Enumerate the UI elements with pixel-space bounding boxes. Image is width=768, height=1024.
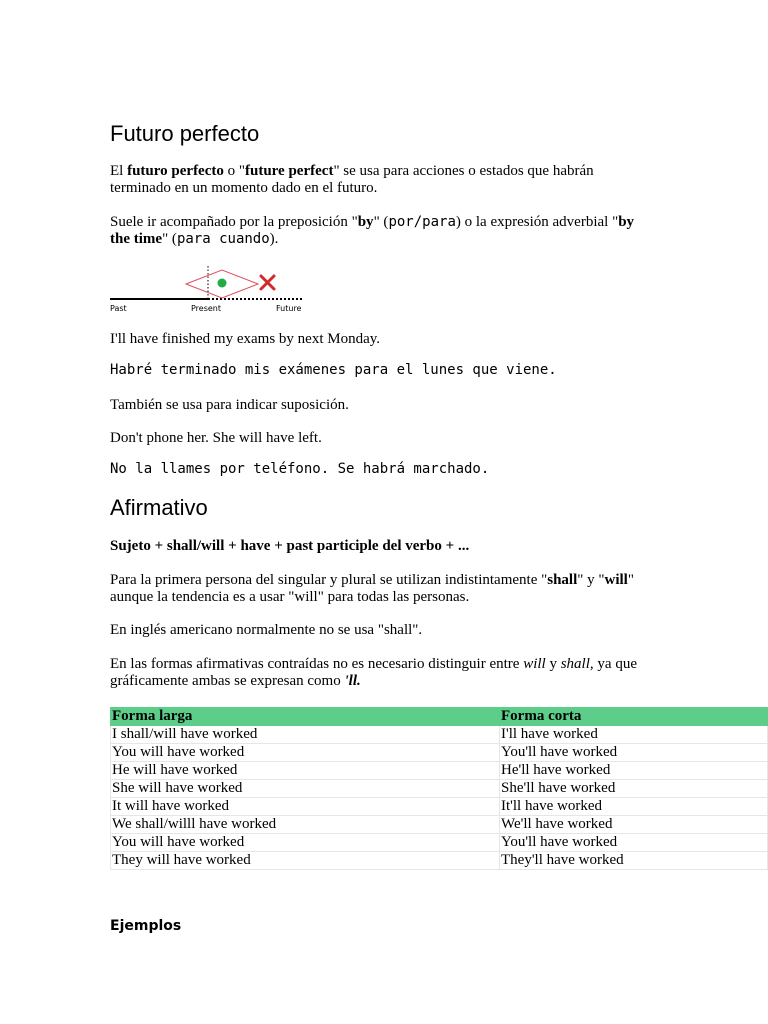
suele-mono-1: por/para xyxy=(388,214,456,230)
afirmativo-paragraph-2: En inglés americano normalmente no se usa "shall". xyxy=(110,622,423,638)
table-row xyxy=(111,780,768,798)
timeline-label-past: Past xyxy=(110,304,127,313)
afp3-text-3: , ya que gráficamente ambas se expresan como xyxy=(110,656,637,689)
ejemplos-heading: Ejemplos xyxy=(110,918,182,934)
cell-long: She will have worked xyxy=(111,780,500,798)
cell-long: He will have worked xyxy=(111,762,500,780)
cell-short: He'll have worked xyxy=(500,762,768,780)
suele-text-1: Suele ir acompañado por la preposición " xyxy=(110,214,358,230)
suele-text-3: ) o la expresión adverbial " xyxy=(455,214,619,230)
example-2-english: Don't phone her. She will have left. xyxy=(110,430,322,446)
table-header-short: Forma corta xyxy=(500,708,768,726)
afp1-text-1: Para la primera persona del singular y plural se utilizan indistintamente " xyxy=(110,572,548,588)
page-title: Futuro perfecto xyxy=(110,121,260,146)
cell-short: It'll have worked xyxy=(500,798,768,816)
table-header-long: Forma larga xyxy=(111,708,500,726)
afirmativo-paragraph-3 xyxy=(110,656,655,690)
cell-long: They will have worked xyxy=(111,852,500,870)
afp1-bold-2: will xyxy=(604,572,628,588)
cell-short: They'll have worked xyxy=(500,852,768,870)
intro-text-2: o " xyxy=(223,163,245,179)
timeline-label-present: Present xyxy=(191,304,222,313)
afp1-bold-1: shall xyxy=(547,572,578,588)
afirmativo-paragraph-1 xyxy=(110,572,655,606)
suele-text-4: " ( xyxy=(162,231,177,247)
table-header-row xyxy=(111,708,768,726)
timeline-label-future: Future xyxy=(276,304,302,313)
suposicion-text: También se usa para indicar suposición. xyxy=(110,397,349,413)
suele-mono-2: para cuando xyxy=(176,231,270,247)
suele-paragraph xyxy=(110,214,655,248)
table-row xyxy=(111,726,768,744)
cell-short: I'll have worked xyxy=(500,726,768,744)
table-row xyxy=(111,852,768,870)
table-row xyxy=(111,744,768,762)
table-row xyxy=(111,798,768,816)
afp3-italic-2: shall xyxy=(560,656,590,672)
cell-long: You will have worked xyxy=(111,744,500,762)
intro-bold-2: future perfect xyxy=(245,163,334,179)
suele-bold-2: by the time xyxy=(110,214,635,247)
afp1-text-2: " y " xyxy=(577,572,605,588)
intro-text-3: " se usa para acciones o estados que habrán terminado en un momento dado en el futuro. xyxy=(110,163,594,196)
table-row xyxy=(111,762,768,780)
intro-paragraph xyxy=(110,163,655,197)
suele-bold-1: by xyxy=(357,214,374,230)
cell-long: I shall/will have worked xyxy=(111,726,500,744)
table-row xyxy=(111,834,768,852)
timeline-x-mark xyxy=(261,276,274,289)
cell-short: You'll have worked xyxy=(500,744,768,762)
cell-short: We'll have worked xyxy=(500,816,768,834)
suele-text-5: ). xyxy=(269,231,279,247)
suele-text-2: " ( xyxy=(373,214,389,230)
forms-table xyxy=(110,707,768,870)
timeline-diagram xyxy=(110,264,310,316)
afirmativo-formula xyxy=(110,538,655,555)
intro-bold-1: futuro perfecto xyxy=(127,163,224,179)
afp3-bold-italic: 'll. xyxy=(344,673,361,689)
intro-text-1: El xyxy=(110,163,128,179)
table-row xyxy=(111,816,768,834)
cell-long: We shall/willl have worked xyxy=(111,816,500,834)
example-1-spanish: Habré terminado mis exámenes para el lunes que viene. xyxy=(110,362,557,378)
example-2-spanish: No la llames por teléfono. Se habrá marchado. xyxy=(110,461,490,477)
cell-short: You'll have worked xyxy=(500,834,768,852)
cell-long: It will have worked xyxy=(111,798,500,816)
cell-short: She'll have worked xyxy=(500,780,768,798)
timeline-green-dot xyxy=(218,279,227,288)
afp1-text-3: " aunque la tendencia es a usar "will" para todas las personas. xyxy=(110,572,634,605)
afp3-text-1: En las formas afirmativas contraídas no es necesario distinguir entre xyxy=(110,656,524,672)
afp3-italic-1: will xyxy=(523,656,546,672)
formula-text: Sujeto + shall/will + have + past participle del verbo + ... xyxy=(110,538,470,554)
afp3-text-2: y xyxy=(545,656,561,672)
afirmativo-heading: Afirmativo xyxy=(110,495,208,520)
cell-long: You will have worked xyxy=(111,834,500,852)
example-1-english: I'll have finished my exams by next Monday. xyxy=(110,331,381,347)
